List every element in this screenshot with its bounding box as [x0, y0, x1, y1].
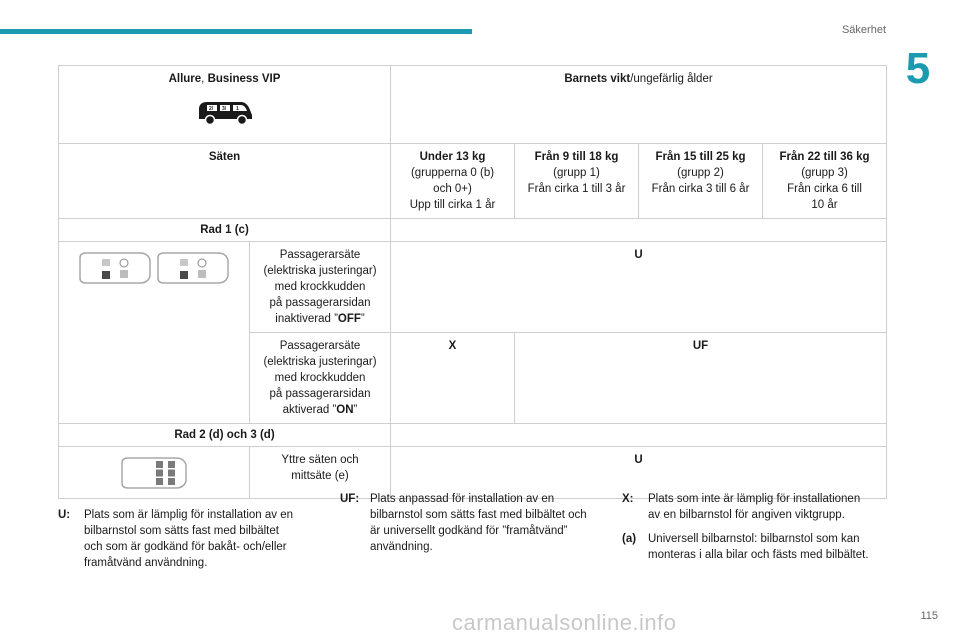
- row1-empty: [391, 219, 887, 242]
- table-row: [59, 219, 887, 242]
- child-seat-table: [58, 65, 887, 499]
- front-seat-diagram-cell: [59, 242, 250, 424]
- front-seat-diagram-icon: [74, 250, 234, 286]
- group-15-25: Från 15 till 25 kg (grupp 2) Från cirka 3 till 6 år: [639, 144, 763, 219]
- seats-label: Säten: [59, 144, 391, 219]
- rear-seat-diagram-cell: [59, 447, 250, 499]
- svg-text:2/: 2/: [208, 106, 213, 112]
- table-row: [59, 66, 887, 144]
- passenger-off-value: U: [391, 242, 887, 333]
- chapter-number: 5: [905, 44, 931, 93]
- group-9-18: Från 9 till 18 kg (grupp 1) Från cirka 1 till 3 år: [515, 144, 639, 219]
- outer-seats-cell: Yttre säten och mittsäte (e): [250, 447, 391, 499]
- svg-text:1: 1: [235, 106, 239, 112]
- group-22-36: Från 22 till 36 kg (grupp 3) Från cirka 6 till 10 år: [763, 144, 887, 219]
- van-icon: [195, 97, 255, 127]
- row23-empty: [391, 424, 887, 447]
- header-accent-bar: [0, 29, 472, 34]
- passenger-off-cell: Passagerarsäte (elektriska justeringar) med krockkudden på passagerarsidan inaktiverad ”OFF”: [250, 242, 391, 333]
- row1-label: Rad 1 (c): [59, 219, 391, 242]
- svg-text:3/: 3/: [221, 106, 226, 112]
- outer-seats-value: U: [391, 447, 887, 499]
- page-number: 115: [920, 610, 938, 622]
- rear-seat-diagram-icon: [118, 455, 190, 491]
- section-title: Säkerhet: [841, 24, 886, 36]
- passenger-on-value-x: X: [391, 333, 515, 424]
- passenger-on-cell: Passagerarsäte (elektriska justeringar) med krockkudden på passagerarsidan aktiverad ”ON”: [250, 333, 391, 424]
- table-row: [59, 144, 887, 219]
- model-cell: [59, 66, 391, 144]
- table-row: [59, 424, 887, 447]
- row23-label: Rad 2 (d) och 3 (d): [59, 424, 391, 447]
- group-under-13: Under 13 kg (grupperna 0 (b) och 0+) Upp till cirka 1 år: [391, 144, 515, 219]
- watermark: carmanualsonline.info: [452, 610, 677, 635]
- passenger-on-value-uf: UF: [515, 333, 887, 424]
- model-label: Allure, Business VIP: [168, 73, 281, 85]
- table-row: [59, 242, 887, 333]
- weight-header: Barnets vikt/ungefärlig ålder: [391, 66, 887, 144]
